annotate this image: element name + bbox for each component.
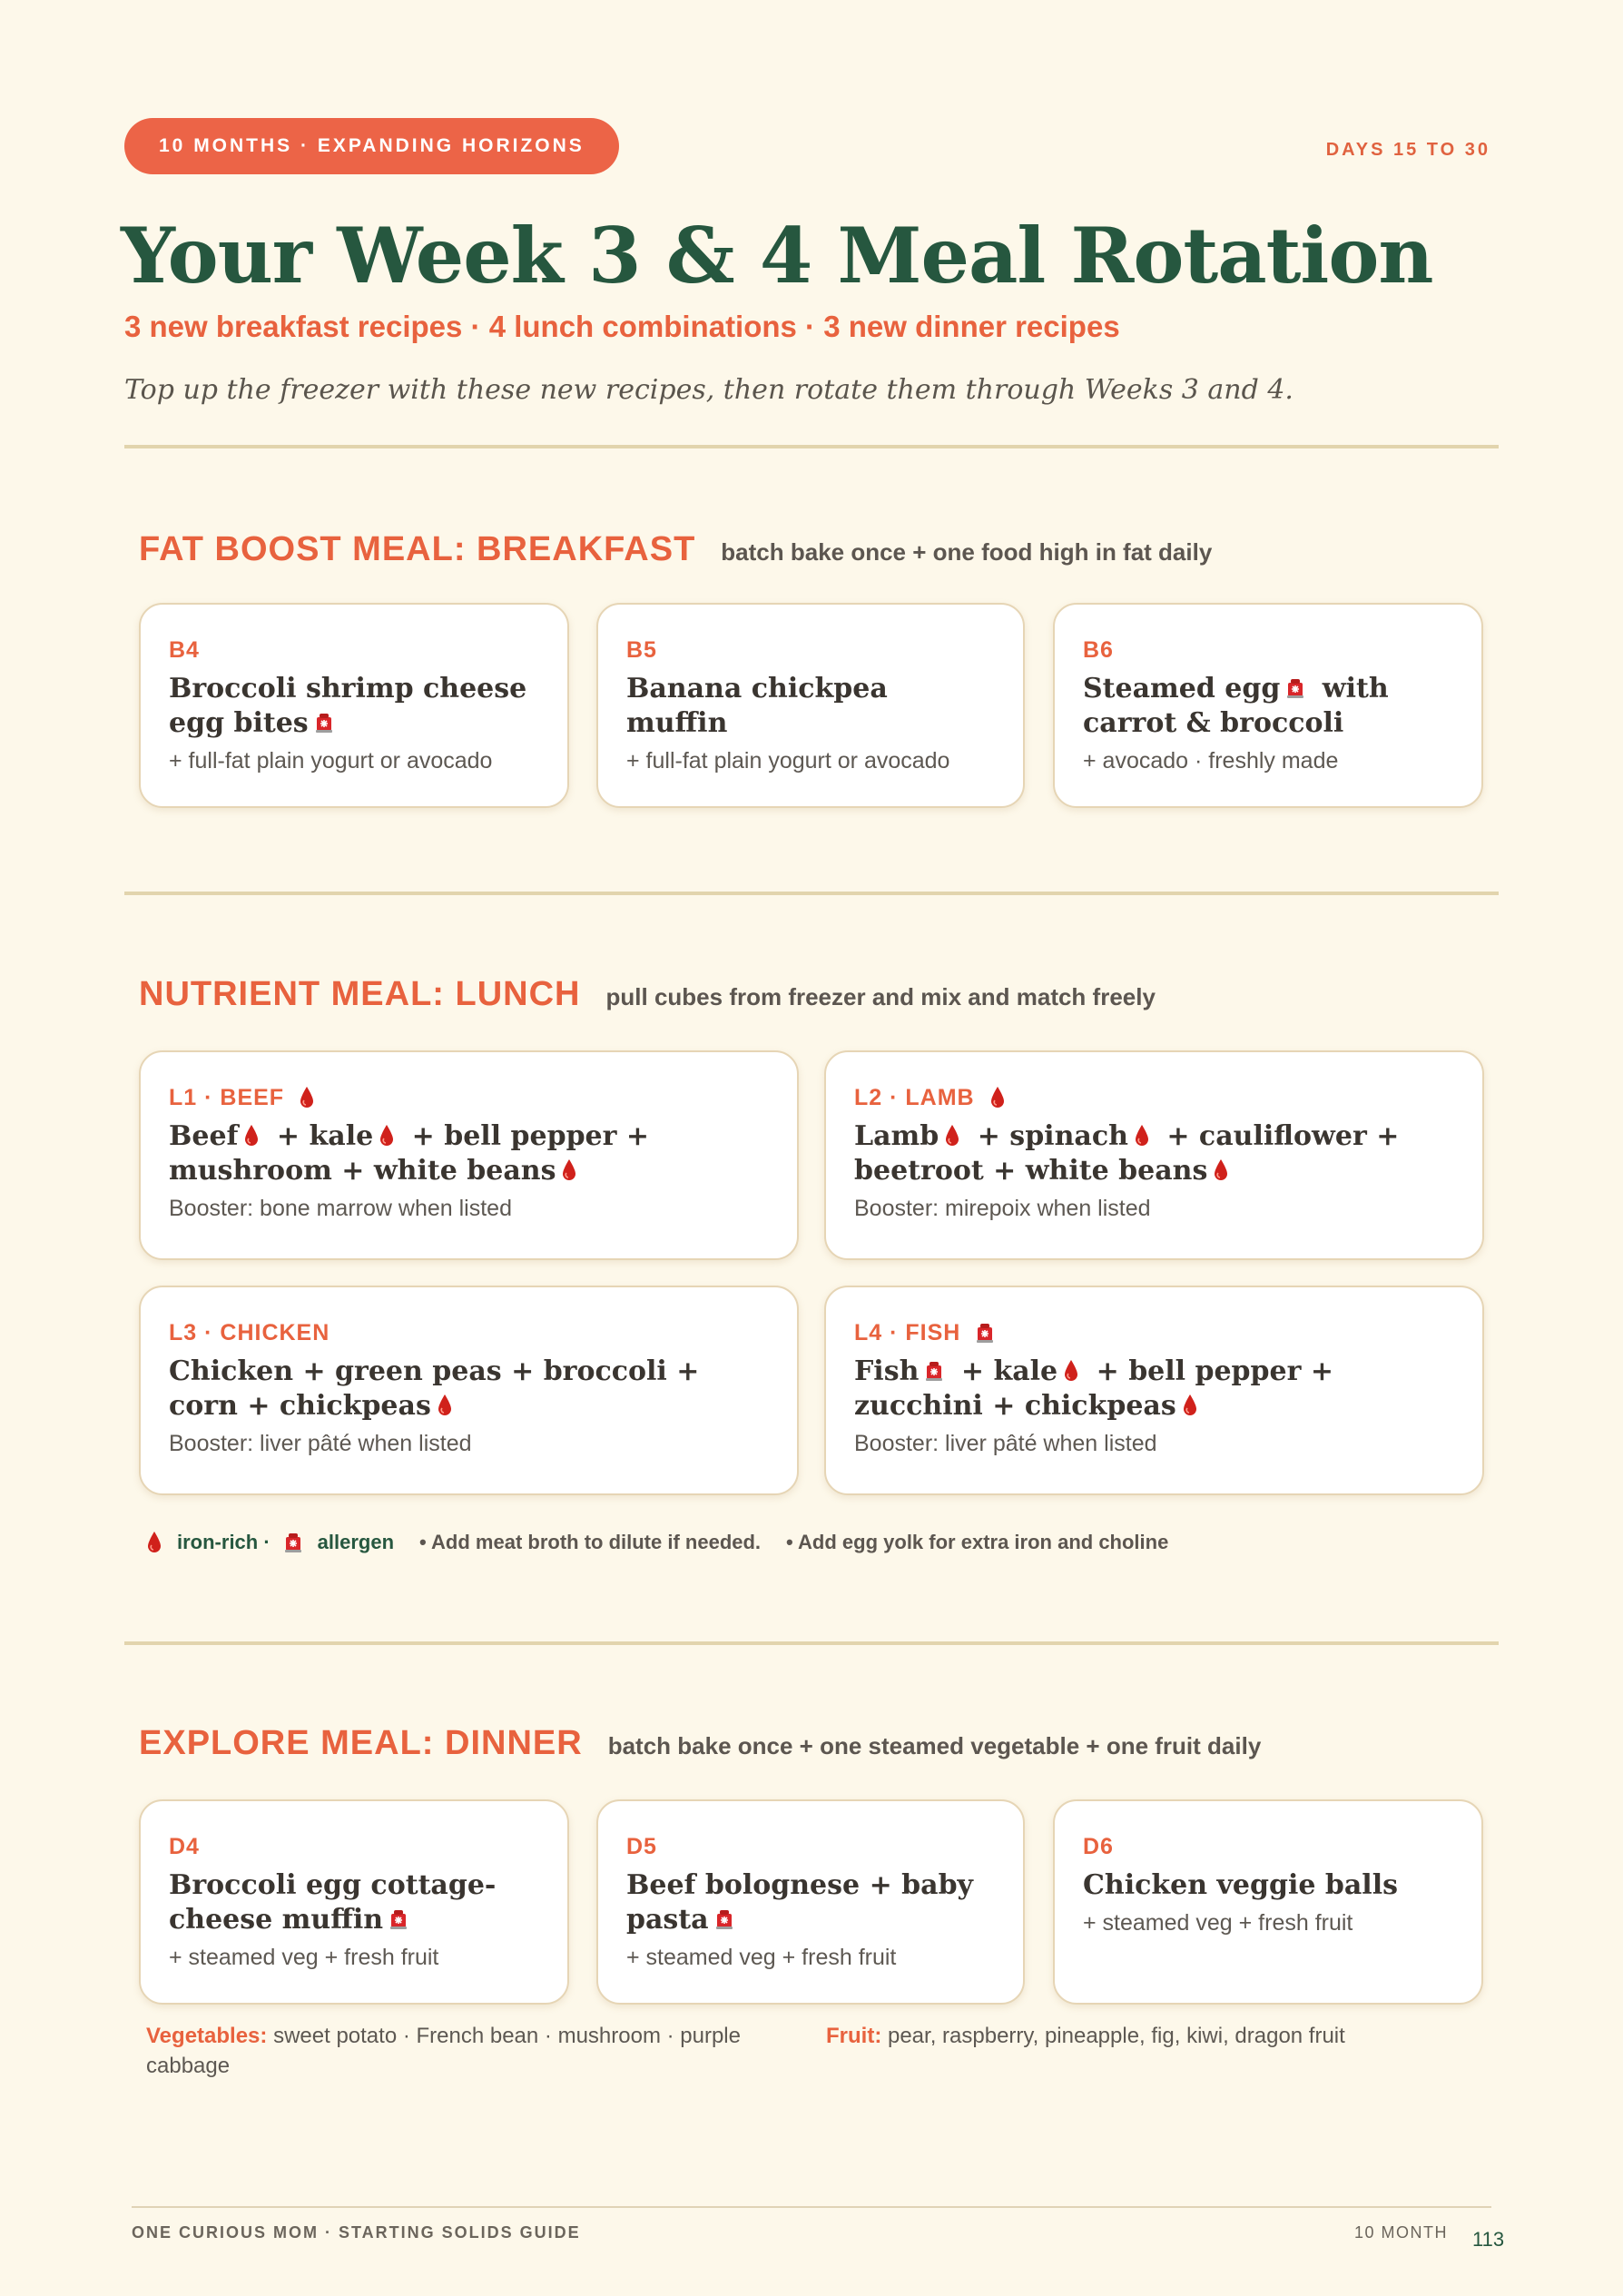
iron-drop-icon xyxy=(944,1124,960,1148)
divider xyxy=(124,892,1499,895)
combo-booster: Booster: liver pâté when listed xyxy=(169,1431,472,1456)
recipe-name: Steamed egg with carrot & broccoli xyxy=(1083,673,1389,739)
recipe-name: Broccoli egg cottage-cheese muffin xyxy=(169,1869,497,1936)
combo-ingredients: Fish + kale + bell pepper + zucchini + chickpeas xyxy=(854,1355,1333,1422)
iron-drop-icon xyxy=(299,1086,315,1109)
fruit-list: Fruit: pear, raspberry, pineapple, fig, kiwi, dragon fruit xyxy=(826,2024,1345,2048)
iron-drop-icon xyxy=(243,1124,260,1148)
breakfast-heading xyxy=(139,530,1212,569)
combo-ingredients: Beef + kale + bell pepper + mushroom + white beans xyxy=(169,1120,650,1187)
lunch-card-l4[interactable] xyxy=(824,1286,1484,1495)
iron-drop-icon xyxy=(1213,1158,1229,1182)
lunch-card-l2[interactable] xyxy=(824,1050,1484,1260)
recipe-card-d5[interactable] xyxy=(596,1799,1025,2005)
footer-guide-name: ONE CURIOUS MOM · STARTING SOLIDS GUIDE xyxy=(132,2223,581,2242)
dinner-heading xyxy=(139,1724,1261,1763)
recipe-addon: + steamed veg + fresh fruit xyxy=(626,1945,897,1970)
page-number: 113 xyxy=(1472,2228,1505,2251)
recipe-addon: + full-fat plain yogurt or avocado xyxy=(169,748,493,774)
dinner-note: batch bake once + one steamed vegetable + one fruit daily xyxy=(607,1732,1262,1759)
footer-month: 10 MONTH xyxy=(1354,2223,1449,2242)
combo-ingredients: Chicken + green peas + broccoli + corn + chickpeas xyxy=(169,1355,700,1422)
iron-drop-icon xyxy=(989,1086,1006,1109)
tip-broth: • Add meat broth to dilute if needed. xyxy=(419,1531,762,1553)
combo-booster: Booster: liver pâté when listed xyxy=(854,1431,1157,1456)
combo-code: L1 · BEEF xyxy=(169,1083,770,1112)
recipe-name: Chicken veggie balls xyxy=(1083,1869,1398,1901)
recipe-card-b6[interactable] xyxy=(1053,603,1483,808)
recipe-code: B5 xyxy=(626,636,657,663)
page-title: Your Week 3 & 4 Meal Rotation xyxy=(121,211,1433,301)
footer-divider xyxy=(132,2206,1491,2208)
recipe-card-d6[interactable] xyxy=(1053,1799,1483,2005)
recipe-addon: + avocado · freshly made xyxy=(1083,748,1339,774)
recipe-name: Broccoli shrimp cheese egg bites xyxy=(169,673,527,739)
age-pill: 10 MONTHS · EXPANDING HORIZONS xyxy=(124,118,619,174)
tip-egg-yolk: • Add egg yolk for extra iron and choline xyxy=(786,1531,1169,1553)
vegetables-list: Vegetables: sweet potato · French bean · mushroom · purple cabbage xyxy=(146,2024,741,2078)
recipe-addon: + steamed veg + fresh fruit xyxy=(1083,1910,1353,1936)
breakfast-title: FAT BOOST MEAL: BREAKFAST xyxy=(139,530,696,568)
allergen-icon xyxy=(924,1360,944,1382)
recipe-card-b4[interactable] xyxy=(139,603,569,808)
intro-text: Top up the freezer with these new recipes, then rotate them through Weeks 3 and 4. xyxy=(124,374,1293,406)
lunch-card-l3[interactable] xyxy=(139,1286,799,1495)
allergen-icon xyxy=(975,1322,995,1344)
lunch-heading xyxy=(139,975,1156,1014)
combo-code: L3 · CHICKEN xyxy=(169,1319,330,1345)
recipe-code: B6 xyxy=(1083,636,1114,663)
recipe-name: Beef bolognese + baby pasta xyxy=(626,1869,973,1936)
lunch-note: pull cubes from freezer and mix and match freely xyxy=(605,983,1156,1010)
combo-booster: Booster: mirepoix when listed xyxy=(854,1196,1151,1221)
iron-drop-icon xyxy=(379,1124,395,1148)
recipe-card-d4[interactable] xyxy=(139,1799,569,2005)
recipe-addon: + steamed veg + fresh fruit xyxy=(169,1945,439,1970)
recipe-code: D4 xyxy=(169,1833,200,1859)
iron-drop-icon xyxy=(146,1531,162,1554)
legend-allergen-label: allergen xyxy=(317,1531,395,1553)
dinner-title: EXPLORE MEAL: DINNER xyxy=(139,1724,583,1762)
allergen-icon xyxy=(389,1908,408,1930)
iron-drop-icon xyxy=(1063,1359,1079,1383)
iron-drop-icon xyxy=(1182,1394,1198,1417)
allergen-icon xyxy=(1285,677,1305,699)
icon-legend xyxy=(146,1531,1168,1554)
iron-drop-icon xyxy=(437,1394,453,1417)
recipe-addon: + full-fat plain yogurt or avocado xyxy=(626,748,950,774)
divider xyxy=(124,445,1499,448)
iron-drop-icon xyxy=(561,1158,577,1182)
combo-code: L4 · FISH xyxy=(854,1318,1455,1347)
recipe-code: D5 xyxy=(626,1833,657,1859)
iron-drop-icon xyxy=(1134,1124,1150,1148)
divider xyxy=(124,1641,1499,1645)
combo-code: L2 · LAMB xyxy=(854,1083,1455,1112)
recipe-code: D6 xyxy=(1083,1833,1114,1859)
days-range: DAYS 15 TO 30 xyxy=(1325,140,1490,160)
recipe-name: Banana chickpea muffin xyxy=(626,673,888,739)
combo-ingredients: Lamb + spinach + cauliflower + beetroot + white beans xyxy=(854,1120,1400,1187)
lunch-card-l1[interactable] xyxy=(139,1050,799,1260)
legend-iron-label: iron-rich · xyxy=(177,1531,270,1553)
breakfast-note: batch bake once + one food high in fat daily xyxy=(721,538,1213,566)
allergen-icon xyxy=(314,712,334,734)
allergen-icon xyxy=(714,1908,734,1930)
lunch-title: NUTRIENT MEAL: LUNCH xyxy=(139,975,581,1013)
recipe-card-b5[interactable] xyxy=(596,603,1025,808)
allergen-icon xyxy=(283,1532,303,1553)
recipe-code: B4 xyxy=(169,636,200,663)
combo-booster: Booster: bone marrow when listed xyxy=(169,1196,512,1221)
page-subtitle: 3 new breakfast recipes · 4 lunch combinations · 3 new dinner recipes xyxy=(124,310,1120,343)
